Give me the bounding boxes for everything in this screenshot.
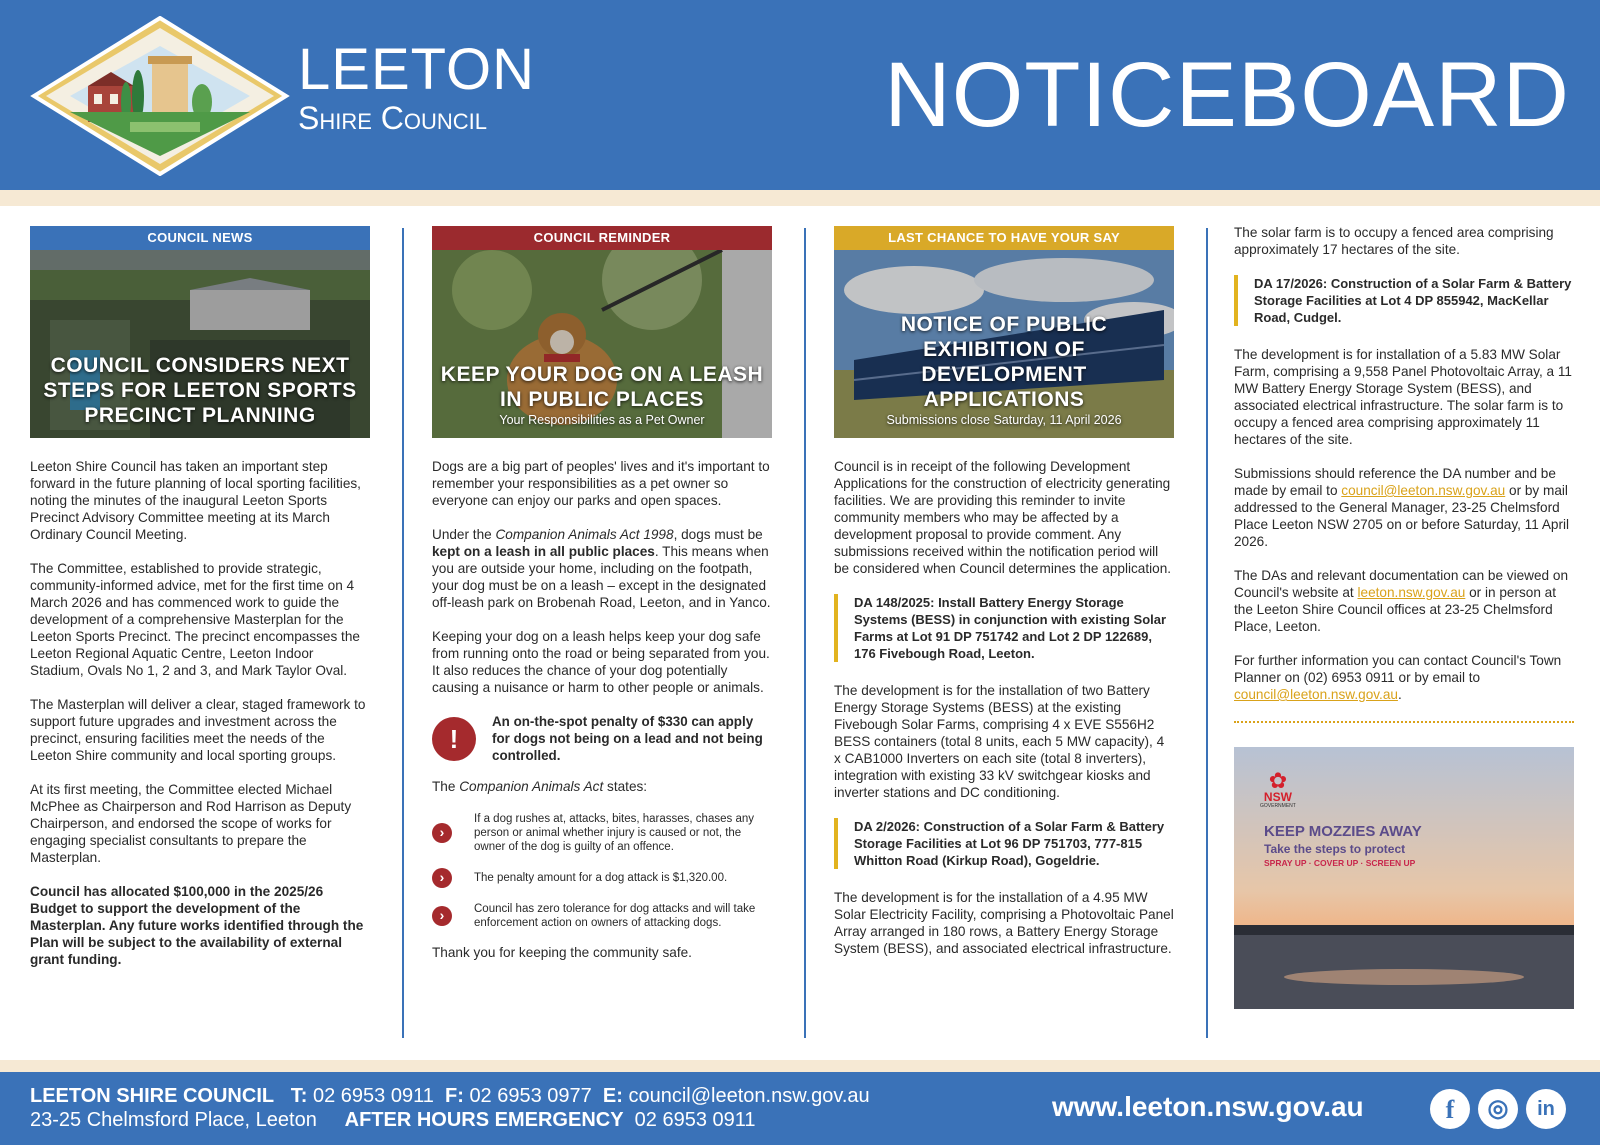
act-item-text: The penalty amount for a dog attack is $1,320.00.: [474, 872, 728, 884]
da-2-2026-heading: DA 2/2026: Construction of a Solar Farm & Battery Storage Facilities at Lot 96 DP 751703, 777-815 Whitton Road (Kirkup Road), Gogeldrie.: [834, 818, 1174, 869]
penalty-text: An on-the-spot penalty of $330 can apply for dogs not being on a lead and not being controlled.: [492, 714, 763, 763]
emergency-label: AFTER HOURS EMERGENCY: [344, 1109, 624, 1131]
footer-address: 23-25 Chelmsford Place, Leeton: [30, 1109, 317, 1131]
hero-image-dog: [432, 250, 772, 438]
header-accent-band: [0, 190, 1600, 206]
act-name: Companion Animals Act 1998: [495, 527, 674, 542]
waratah-icon: ✿: [1268, 768, 1288, 793]
ad-copy: [1264, 823, 1422, 870]
text-fragment: The: [432, 779, 460, 794]
text-fragment: or in person at the Leeton Shire Council offices at 23-25 Chelmsford Place, Leeton.: [1234, 585, 1557, 634]
column-divider: [804, 228, 806, 1038]
news-paragraph-funding: Council has allocated $100,000 in the 2025/26 Budget to support the development of the Masterplan. Any future works identified through the Plan will be subject to the availability of external grant funding.: [30, 884, 364, 967]
news-paragraph-4: At its first meeting, the Committee elected Michael McPhee as Chairperson and Rod Harrison as Deputy Chairperson, and endorsed the scope of works for engaging specialist consultants to prepare the Masterplan.: [30, 782, 352, 865]
footer-address-line: [30, 1108, 756, 1132]
council-name: [298, 37, 536, 136]
emergency-phone[interactable]: 02 6953 0911: [634, 1109, 756, 1131]
email-link[interactable]: council@leeton.nsw.gov.au: [1234, 687, 1398, 702]
footer-org: LEETON SHIRE COUNCIL: [30, 1085, 275, 1107]
page-title: NOTICEBOARD: [884, 44, 1570, 146]
documentation-paragraph: [1234, 567, 1574, 635]
exhibition-paragraph-1: Council is in receipt of the following Development Applications for the construction of electricity generating facilities. We are providing this reminder to invite community members who may be affected by a development proposal to provide comment. Any submissions received within the notification period will be considered when Council determines the application.: [834, 459, 1172, 576]
ad-subtitle: Take the steps to protect: [1264, 842, 1406, 856]
hero-headline-text: KEEP YOUR DOG ON A LEASH IN PUBLIC PLACES: [440, 363, 764, 411]
text-fragment: .: [1397, 687, 1402, 702]
council-name-line1: LEETON: [298, 37, 536, 102]
nsw-logo: [1260, 768, 1296, 810]
hero-headline: [432, 362, 772, 428]
chevron-right-icon: ›: [432, 906, 452, 926]
linkedin-icon[interactable]: in: [1526, 1089, 1566, 1129]
act-item-text: If a dog rushes at, attacks, bites, harasses, chases any person or animal whether injury is caused or not, the owner of the dog is guilty of an offence.: [474, 813, 754, 853]
footer-email[interactable]: council@leeton.nsw.gov.au: [628, 1085, 870, 1107]
text-fragment: For further information you can contact Council's Town Planner on (02) 6953 0911 or by email to: [1234, 653, 1562, 685]
column-council-reminder: [432, 226, 772, 978]
section-band: COUNCIL NEWS: [30, 226, 370, 250]
leash-requirement: kept on a leash in all public places: [432, 544, 655, 559]
exhibition-paragraph-2: The development is for the installation of two Battery Energy Storage Systems (BESS) at the existing Fivebough Solar Farms, comprising 4 x EVE S556H2 BESS containers (total 8 units, each 5 MW capacity), 4 x CAB1000 Inverters on each site (total 8 inverters), integration with existing 33 kV switchgear kiosks and inverter stations and DC conditioning.: [834, 683, 1165, 800]
page-header: [0, 0, 1600, 190]
da-148-2025-heading: DA 148/2025: Install Battery Energy Storage Systems (BESS) in conjunction with existing Solar Farms at Lot 91 DP 751742 and Lot 2 DP 122689, 176 Fivebough Road, Leeton.: [834, 594, 1174, 662]
penalty-callout: [432, 713, 772, 764]
act-item: [432, 812, 772, 854]
instagram-icon[interactable]: ◎: [1478, 1089, 1518, 1129]
text-fragment: Submissions should reference the DA number and be made by email to: [1234, 466, 1556, 498]
footer-accent-band: [0, 1060, 1600, 1072]
act-item: [432, 868, 772, 888]
continued-paragraph-2: The development is for installation of a 5.83 MW Solar Farm, comprising a 9,558 Panel Photovoltaic Array, a 11 MW Battery Energy Storage System (BESS), and associated electrical infrastructure. The solar farm is to occupy a fenced area comprising approximately 11 hectares of the site.: [1234, 347, 1572, 447]
da-17-2026-heading: DA 17/2026: Construction of a Solar Farm & Battery Storage Facilities at Lot 4 DP 855942, MacKellar Road, Cudgel.: [1234, 275, 1574, 326]
continued-paragraph-1: The solar farm is to occupy a fenced area comprising approximately 17 hectares of the site.: [1234, 225, 1554, 257]
phone-label: T:: [290, 1085, 308, 1107]
hero-image-solar-farm: [834, 250, 1174, 438]
footer-contact-line: [30, 1084, 870, 1108]
column-council-news: [30, 226, 370, 985]
text-fragment: The DAs and relevant documentation can be viewed on Council's website at: [1234, 568, 1569, 600]
act-item: [432, 902, 772, 930]
footer-website[interactable]: www.leeton.nsw.gov.au: [1052, 1091, 1364, 1122]
column-public-exhibition: [834, 226, 1174, 974]
hero-subheadline: Submissions close Saturday, 11 April 2026: [886, 413, 1122, 427]
council-logo: [30, 16, 290, 176]
hero-headline-text: NOTICE OF PUBLIC EXHIBITION OF DEVELOPMENT APPLICATIONS: [900, 313, 1108, 411]
text-fragment: Under the: [432, 527, 496, 542]
act-name: Companion Animals Act: [459, 779, 604, 794]
email-link[interactable]: council@leeton.nsw.gov.au: [1341, 483, 1506, 498]
text-fragment: , dogs must be: [673, 527, 763, 542]
column-continued: [1234, 224, 1574, 1009]
hero-image-sports-precinct: [30, 250, 370, 438]
website-link[interactable]: leeton.nsw.gov.au: [1357, 585, 1466, 600]
hero-headline: COUNCIL CONSIDERS NEXT STEPS FOR LEETON SPORTS PRECINCT PLANNING: [43, 354, 357, 427]
hero-subheadline: Your Responsibilities as a Pet Owner: [499, 413, 705, 427]
footer-phone[interactable]: 02 6953 0911: [313, 1085, 434, 1107]
ad-title: KEEP MOZZIES AWAY: [1264, 823, 1422, 840]
reminder-paragraph-1: Dogs are a big part of peoples' lives and it's important to remember your responsibilities as a pet owner so everyone can enjoy our parks and open spaces.: [432, 459, 770, 508]
column-divider: [1206, 228, 1208, 1038]
news-paragraph-3: The Masterplan will deliver a clear, staged framework to support future upgrades and investment across the precinct, ensuring facilities meet the needs of the Leeton Shire community and local sporting groups.: [30, 697, 366, 763]
section-band: LAST CHANCE TO HAVE YOUR SAY: [834, 226, 1174, 250]
section-band: COUNCIL REMINDER: [432, 226, 772, 250]
reminder-paragraph-2: [432, 526, 772, 611]
chevron-right-icon: ›: [432, 868, 452, 888]
column-divider: [402, 228, 404, 1038]
footer-fax: 02 6953 0977: [469, 1085, 592, 1107]
text-fragment: . This means when you are outside your home, including on the footpath, your dog must be on a leash – except in the designated off-leash park on Brobenah Road, Leeton, and in Yanco.: [432, 544, 771, 610]
nsw-logo-text: NSW: [1263, 790, 1292, 804]
page-footer: [0, 1072, 1600, 1145]
hero-headline: [834, 312, 1174, 428]
fax-label: F:: [444, 1085, 464, 1107]
facebook-icon[interactable]: f: [1430, 1089, 1470, 1129]
nsw-logo-sub: GOVERNMENT: [1260, 803, 1296, 809]
council-name-line2: Shire Council: [298, 100, 488, 136]
text-fragment: or by mail addressed to the General Manager, 23-25 Chelmsford Place Leeton NSW 2705 on or before Saturday, 11 April 2026.: [1234, 483, 1570, 549]
alert-icon: !: [432, 717, 476, 761]
email-label: E:: [602, 1085, 623, 1107]
chevron-right-icon: ›: [432, 823, 452, 843]
reminder-paragraph-3: Keeping your dog on a leash helps keep your dog safe from running onto the road or being separated from you. It also reduces the chance of your dog potentially causing a nuisance or harm to other people or animals.: [432, 629, 770, 695]
ad-tagline: SPRAY UP · COVER UP · SCREEN UP: [1264, 858, 1416, 868]
news-paragraph-2: The Committee, established to provide strategic, community-informed advice, met for the first time on 4 March 2026 and has commenced work to guide the development of a comprehensive Masterplan for the Leeton Sports Precinct. The precinct encompasses the Leeton Regional Aquatic Centre, Leeton Indoor Stadium, Ovals No 1, 2 and 3, and Mark Taylor Oval.: [30, 561, 360, 678]
act-item-text: Council has zero tolerance for dog attacks and will take enforcement action on owners of attacking dogs.: [474, 903, 756, 929]
exhibition-paragraph-3: The development is for the installation of a 4.95 MW Solar Electricity Facility, comprising a Photovoltaic Panel Array arranged in 180 rows, a Battery Energy Storage System (BESS), and associated electrical infrastructure.: [834, 890, 1174, 956]
dotted-divider: [1234, 721, 1574, 723]
thanks-text: Thank you for keeping the community safe.: [432, 945, 692, 960]
mozzie-advert[interactable]: [1234, 747, 1574, 1009]
news-paragraph-1: Leeton Shire Council has taken an important step forward in the future planning of local sporting facilities, noting the minutes of the inaugural Leeton Sports Precinct Advisory Committee meeting at its March Ordinary Council Meeting.: [30, 459, 361, 542]
act-intro: [432, 778, 772, 795]
submissions-paragraph: [1234, 465, 1574, 550]
text-fragment: states:: [603, 779, 648, 794]
contact-paragraph: [1234, 652, 1574, 703]
